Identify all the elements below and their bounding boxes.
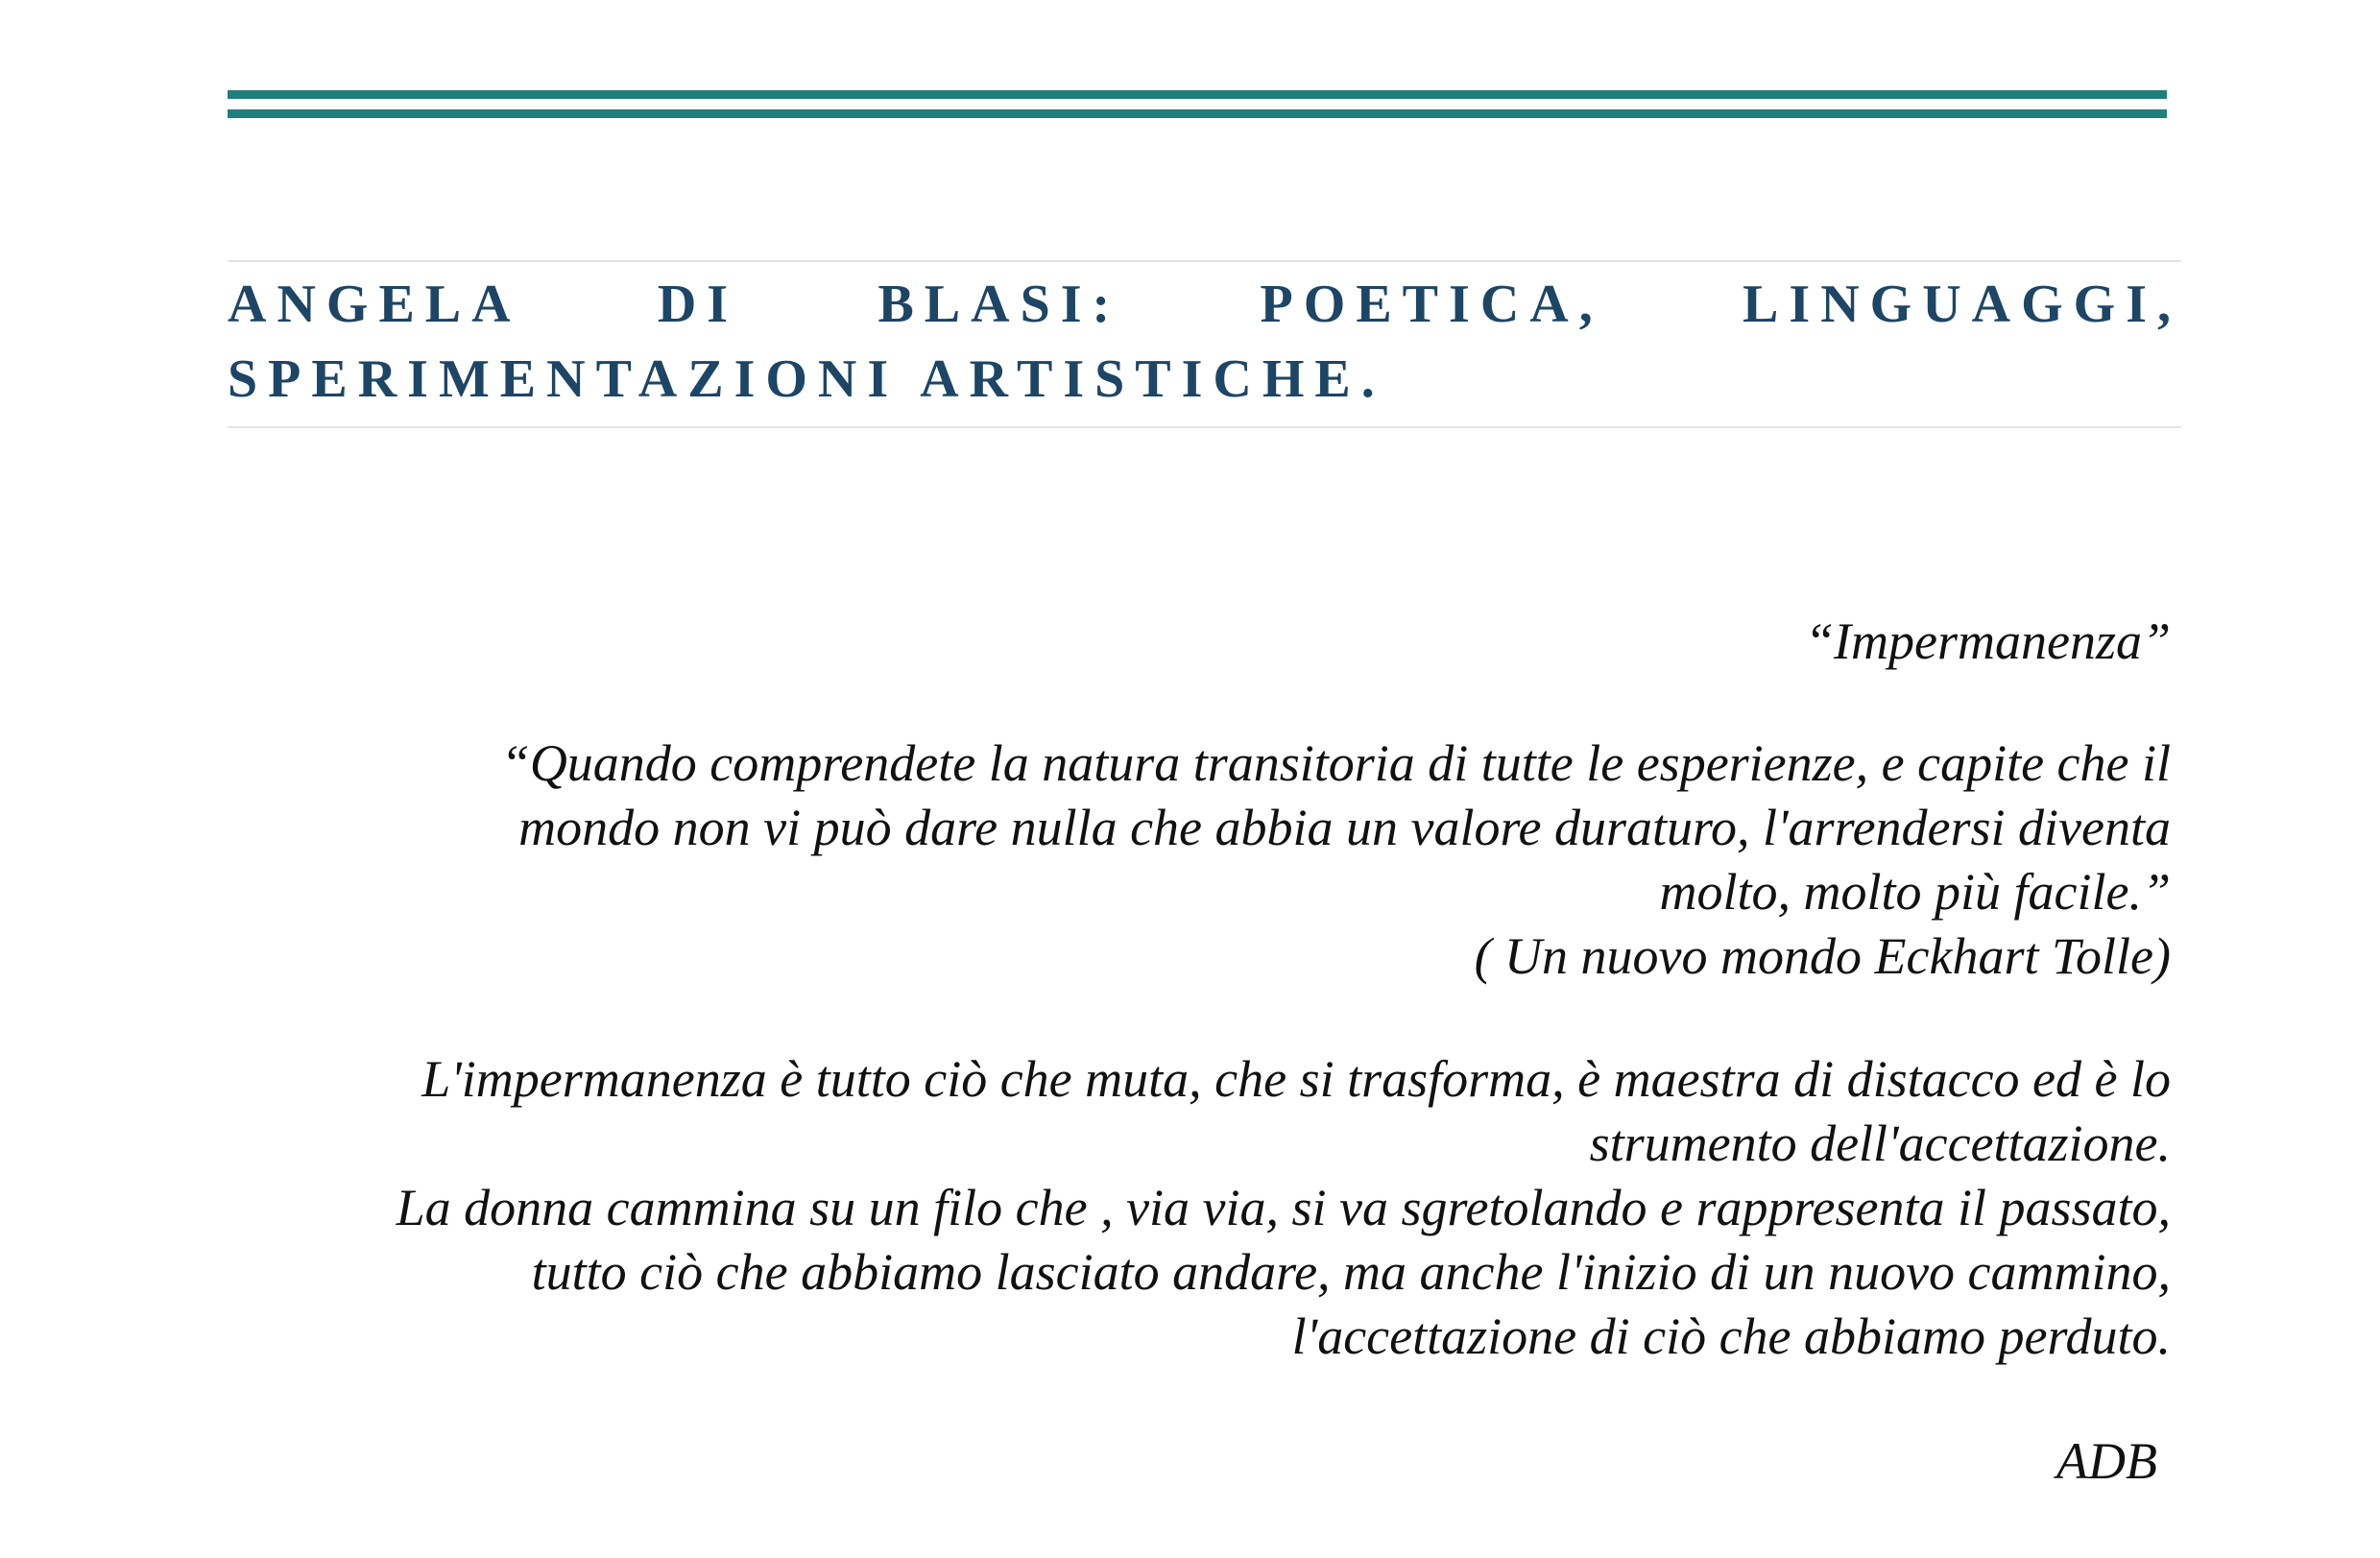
top-rule-lower [228, 109, 2167, 118]
quote-source: ( Un nuovo mondo Eckhart Tolle) [1474, 927, 2171, 985]
paragraph-line: tutto ciò che abbiamo lasciato andare, ma anche l'inizio di un nuovo cammino, [531, 1243, 2171, 1301]
signature: ADB [2056, 1432, 2157, 1490]
quote [203, 731, 2171, 924]
page-title [228, 267, 2181, 417]
title-divider-bottom [228, 426, 2181, 428]
poem-title: “Impermanenza” [1804, 612, 2171, 670]
paragraph-line: strumento dell'accettazione. [1589, 1115, 2171, 1172]
title-divider-top [228, 260, 2181, 262]
paragraph-line: l'accettazione di ciò che abbiamo perduto. [1291, 1307, 2171, 1365]
paragraph-line: La donna cammina su un filo che , via via, si va sgretolando e rappresenta il passato, [396, 1179, 2171, 1236]
page-title-line-2: SPERIMENTAZIONI ARTISTICHE. [228, 349, 1385, 409]
page-title-line-1: ANGELA DI BLASI: POETICA, LINGUAGGI, [228, 275, 2181, 334]
quote-line: molto, molto più facile.” [1659, 863, 2171, 921]
paragraph-line: L'impermanenza è tutto ciò che muta, che si trasforma, è maestra di distacco ed è lo [421, 1050, 2171, 1108]
quote-line: mondo non vi può dare nulla che abbia un valore duraturo, l'arrendersi diventa [518, 799, 2171, 856]
quote-line: “Quando comprendete la natura transitoria di tutte le esperienze, e capite che il [500, 734, 2171, 792]
description-paragraph [203, 1047, 2171, 1369]
top-rule-upper [228, 90, 2167, 99]
